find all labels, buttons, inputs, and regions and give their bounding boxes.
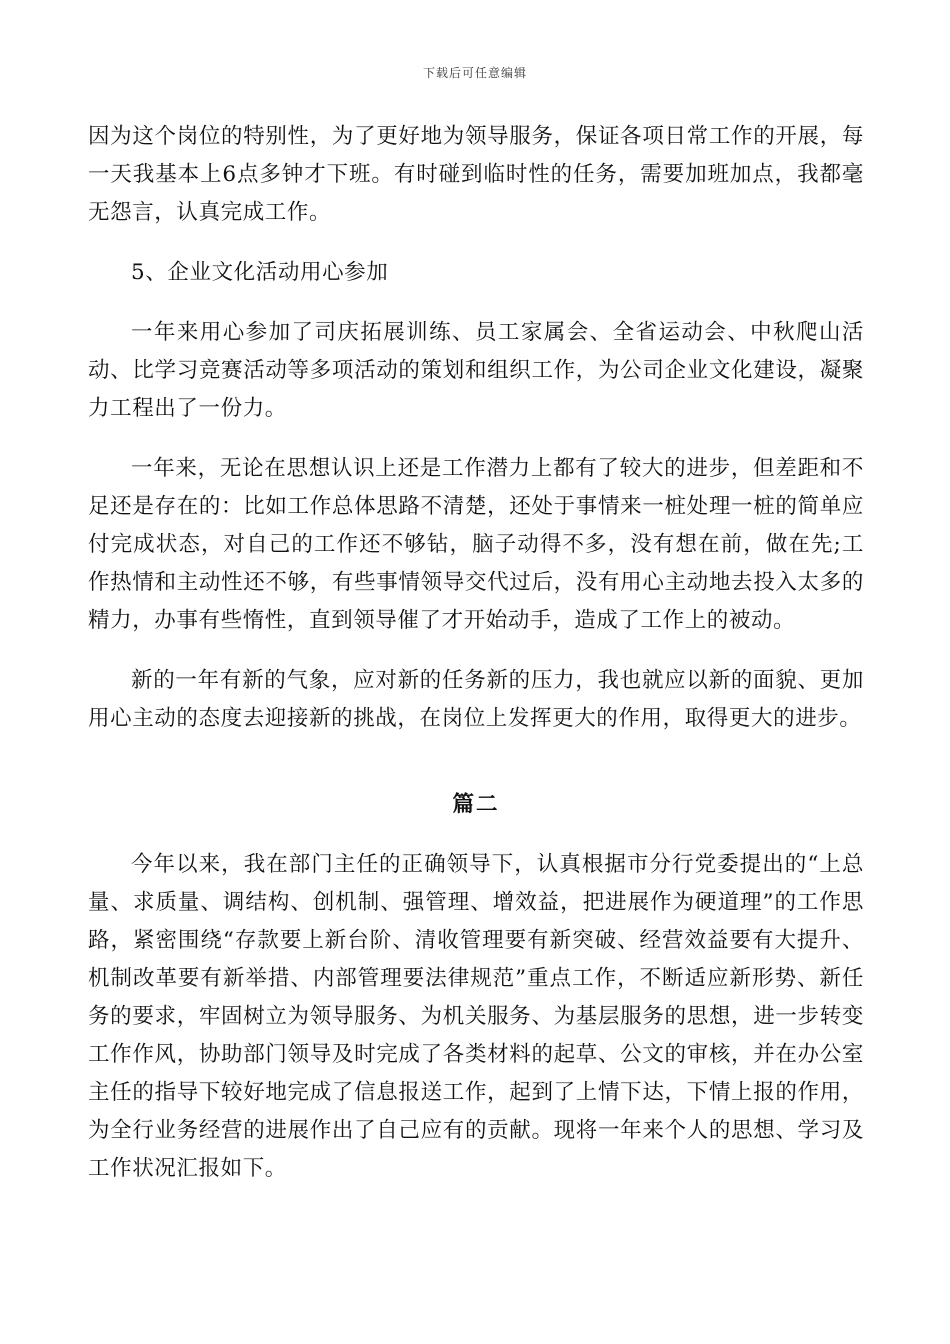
section-heading: 篇二 (452, 792, 500, 817)
paragraph-overtime: 因为这个岗位的特别性，为了更好地为领导服务，保证各项日常工作的开展，每一天我基本上6点多钟才下班。有时碰到临时性的任务，需要加班加点，我都毫无怨言，认真完成工作。 (88, 124, 864, 225)
paragraph-activities: 一年来用心参加了司庆拓展训练、员工家属会、全省运动会、中秋爬山活动、比学习竞赛活动等多项活动的策划和组织工作，为公司企业文化建设，凝聚力工程出了一份力。 (88, 320, 864, 421)
paragraph-section-intro: 今年以来，我在部门主任的正确领导下，认真根据市分行党委提出的“上总量、求质量、调结构、创机制、强管理、增效益，把进展作为硬道理”的工作思路，紧密围绕“存款要上新台阶、清收管理要有新突破、经营效益要有大提升、机制改革要有新举措、内部管理要法律规范”重点工作，不断适应新形势、新任务的要求，牢固树立为领导服务、为机关服务、为基层服务的思想，进一步转变工作作风，协助部门领导及时完成了各类材料的起草、公文的审核，并在办公室主任的指导下较好地完成了信息报送工作，起到了上情下达，下情上报的作用，为全行业务经营的进展作出了自己应有的贡献。现将一年来个人的思想、学习及工作状况汇报如下。 (88, 852, 864, 1181)
document-body (88, 118, 864, 1210)
paragraph-new-year: 新的一年有新的气象，应对新的任务新的压力，我也就应以新的面貌、更加用心主动的态度去迎接新的挑战，在岗位上发挥更大的作用，取得更大的进步。 (88, 668, 864, 731)
subheading-culture-activities: 5、企业文化活动用心参加 (131, 260, 389, 285)
paragraph-shortcomings: 一年来，无论在思想认识上还是工作潜力上都有了较大的进步，但差距和不足还是存在的：比如工作总体思路不清楚，还处于事情来一桩处理一桩的简单应付完成状态，对自己的工作还不够钻，脑子动得不多，没有想在前，做在先;工作热情和主动性还不够，有些事情领导交代过后，没有用心主动地去投入太多的精力，办事有些惰性，直到领导催了才开始动手，造成了工作上的被动。 (88, 456, 864, 633)
page-header-note: 下载后可任意编辑 (422, 66, 527, 80)
